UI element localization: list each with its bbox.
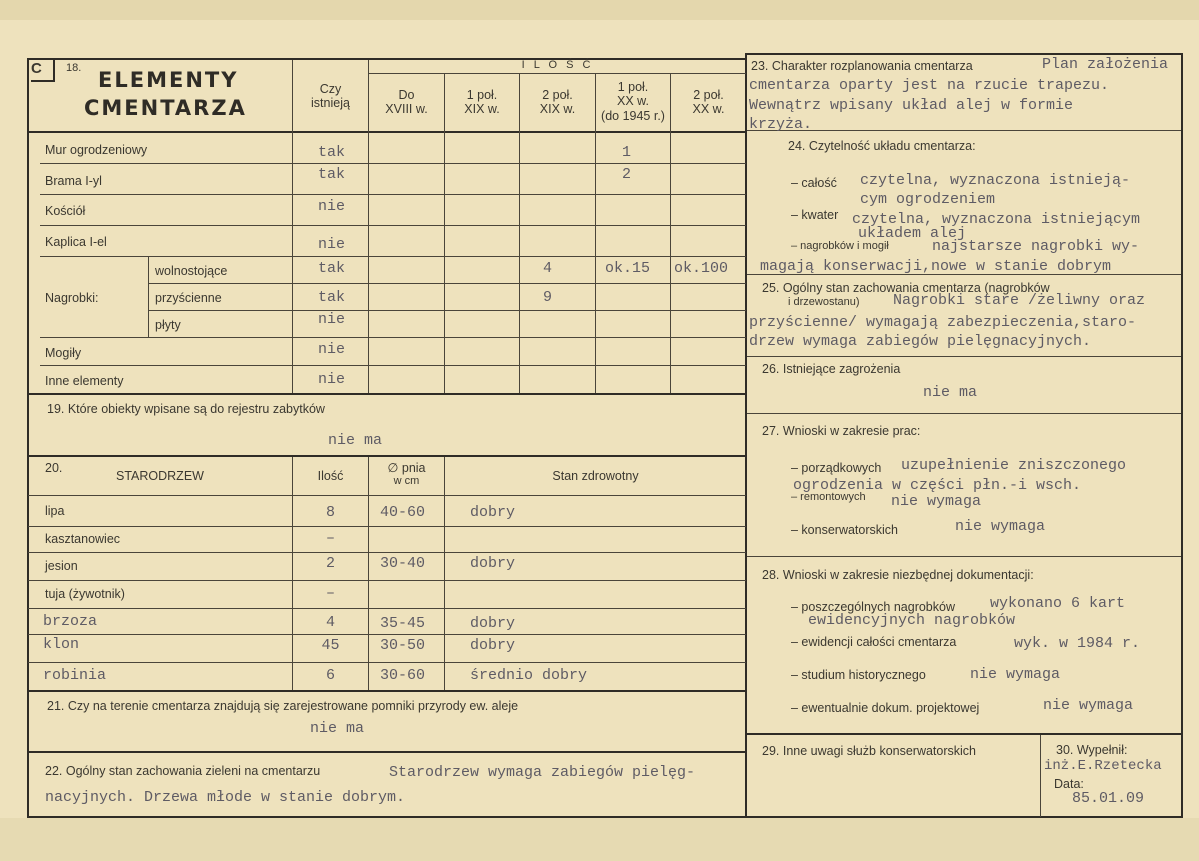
element-exists: tak (318, 289, 346, 306)
s30-name: inż.E.Rzetecka (1044, 758, 1162, 774)
element-qty: 1 (622, 144, 632, 161)
tree-name: robinia (43, 667, 107, 684)
grid-line (28, 690, 746, 692)
s22-value: nacyjnych. Drzewa młode w stanie dobrym. (45, 789, 406, 806)
element-label: płyty (155, 318, 181, 332)
s19-label: 19. Które obiekty wpisane są do rejestru zabytków (47, 402, 325, 416)
tree-diam: 40-60 (380, 504, 426, 521)
section-number: 18. (66, 62, 82, 74)
s28-ew-value: wyk. w 1984 r. (1014, 635, 1141, 652)
grid-line (1040, 735, 1041, 817)
s25-value: Nagrobki stare /żeliwny oraz (893, 292, 1146, 309)
s21-label: 21. Czy na terenie cmentarza znajdują się zarejestrowane pomniki przyrody ew. aleje (47, 699, 519, 713)
col-header-ilosc: I L O Ś Ć (521, 59, 594, 71)
tree-diam: 35-45 (380, 615, 426, 632)
element-exists: nie (318, 198, 346, 215)
s23-value: krzyża. (749, 116, 813, 133)
s26-value: nie ma (923, 384, 978, 401)
col-header-text: Do (398, 88, 415, 102)
border-line (28, 816, 1183, 818)
col-header-text: 2 poł. (542, 88, 573, 102)
element-qty: 4 (543, 260, 553, 277)
section-letter: C (31, 60, 55, 82)
element-exists: nie (318, 236, 346, 253)
s24-calosc-value: cym ogrodzeniem (860, 191, 996, 208)
s28-pos-value: ewidencyjnych nagrobków (808, 612, 1016, 629)
grid-line (28, 634, 746, 635)
s30-date-label: Data: (1054, 777, 1084, 791)
s20-col-state: Stan zdrowotny (552, 469, 639, 483)
card-bottom-edge (0, 818, 1199, 861)
grid-line (40, 365, 746, 366)
element-qty: 9 (543, 289, 553, 306)
grid-line (40, 163, 746, 164)
grid-line (148, 283, 746, 284)
grid-line (747, 130, 1181, 131)
s27-porz-label: – porządkowych (791, 461, 882, 475)
col-header-text: (do 1945 r.) (601, 108, 665, 123)
tree-qty: 4 (325, 614, 335, 631)
col-header-exists (293, 82, 368, 111)
element-label: Mogiły (45, 346, 82, 360)
s27-label: 27. Wnioski w zakresie prac: (762, 424, 921, 438)
col-header-period-2 (445, 88, 519, 117)
col-header-text: 1 poł. (617, 80, 649, 94)
s27-porz-value: ogrodzenia w części płn.-i wsch. (793, 477, 1082, 494)
tree-qty: 45 (321, 637, 340, 654)
s20-col-diam (369, 461, 444, 488)
s20-title: STARODRZEW (116, 469, 204, 483)
s28-pos-value: wykonano 6 kart (990, 595, 1126, 612)
tree-qty: – (325, 585, 335, 602)
grid-line (368, 73, 746, 74)
grid-line (444, 457, 445, 691)
grid-line (28, 662, 746, 663)
grid-line (148, 256, 149, 337)
s25-value: przyścienne/ wymagają zabezpieczenia,staro- (749, 314, 1137, 331)
tree-qty: 6 (325, 667, 335, 684)
grid-line (28, 495, 746, 496)
s23-label: 23. Charakter rozplanowania cmentarza (751, 59, 973, 73)
col-header-period-1 (369, 88, 444, 117)
s27-rem-label: – remontowych (791, 491, 866, 503)
element-exists: tak (318, 144, 346, 161)
grid-line (747, 733, 1181, 735)
s25-value: drzew wymaga zabiegów pielęgnacyjnych. (749, 333, 1092, 350)
s30-date: 85.01.09 (1072, 790, 1145, 807)
s22-value: Starodrzew wymaga zabiegów pielęg- (389, 764, 696, 781)
s24-nagrobkow-label: – nagrobków i mogił (791, 240, 889, 252)
tree-qty: 8 (325, 504, 335, 521)
grid-line (28, 455, 746, 457)
s23-value: cmentarza oparty jest na rzucie trapezu. (749, 77, 1110, 94)
grid-line (444, 73, 445, 394)
col-header-text: ∅ pnia (387, 461, 426, 475)
element-exists: tak (318, 260, 346, 277)
s28-stud-label: – studium historycznego (791, 668, 926, 682)
tree-state: dobry (470, 615, 516, 632)
s27-kons-value: nie wymaga (955, 518, 1046, 535)
s28-proj-label: – ewentualnie dokum. projektowej (791, 701, 980, 715)
tree-state: dobry (470, 637, 516, 654)
s20-number: 20. (45, 461, 63, 475)
element-qty: ok.100 (674, 260, 729, 277)
tree-state: średnio dobry (470, 667, 588, 684)
grid-line (28, 580, 746, 581)
col-header-text: XX w. (692, 102, 725, 117)
grid-line (28, 526, 746, 527)
s24-kwater-value: czytelna, wyznaczona istniejącym (852, 211, 1141, 228)
grid-line (28, 552, 746, 553)
grid-line (292, 457, 293, 691)
s25-label: i drzewostanu) (788, 296, 860, 308)
s30-label: 30. Wypełnił: (1056, 743, 1128, 757)
s27-rem-value: nie wymaga (891, 493, 982, 510)
col-header-text: istnieją (311, 96, 350, 111)
s22-label: 22. Ogólny stan zachowania zieleni na cmentarzu (45, 764, 321, 778)
col-header-text: 1 poł. (466, 88, 498, 102)
s28-ew-label: – ewidencji całości cmentarza (791, 635, 957, 649)
col-header-text: XIX w. (539, 102, 576, 117)
tree-diam: 30-60 (380, 667, 426, 684)
border-line (745, 53, 1183, 55)
s27-kons-label: – konserwatorskich (791, 523, 898, 537)
s28-proj-value: nie wymaga (1043, 697, 1134, 714)
border-line (1181, 53, 1183, 818)
grid-line (28, 608, 746, 609)
tree-name: brzoza (43, 613, 98, 630)
s28-pos-label: – poszczególnych nagrobków (791, 600, 955, 614)
col-header-text: XIX w. (464, 102, 500, 117)
s26-label: 26. Istniejące zagrożenia (762, 362, 901, 376)
border-line (27, 58, 29, 818)
border-line (745, 53, 747, 818)
tree-state: dobry (470, 555, 516, 572)
grid-line (670, 73, 671, 394)
s24-kwater-label: – kwater (791, 208, 839, 222)
element-qty: ok.15 (605, 260, 651, 277)
tree-qty: 2 (325, 555, 335, 572)
s19-value: nie ma (328, 432, 383, 449)
element-label: przyścienne (155, 291, 222, 305)
tree-name: tuja (żywotnik) (45, 587, 125, 601)
s23-value: Plan założenia (1042, 56, 1169, 73)
s25-label: 25. Ogólny stan zachowania cmentarza (nagrobków (762, 281, 1050, 295)
grid-line (40, 337, 746, 338)
section-title-line2: CMENTARZA (84, 96, 247, 120)
grid-line (747, 556, 1181, 557)
grid-line (148, 310, 746, 311)
tree-qty: – (325, 530, 335, 547)
tree-name: klon (43, 636, 80, 653)
col-header-period-4 (596, 80, 670, 123)
tree-name: kasztanowiec (45, 532, 121, 546)
col-header-text: XX w. (617, 94, 649, 109)
s28-stud-value: nie wymaga (970, 666, 1061, 683)
element-label: Kościół (45, 204, 86, 218)
grid-line (40, 194, 746, 195)
tree-state: dobry (470, 504, 516, 521)
tree-name: jesion (45, 559, 78, 573)
element-label: Inne elementy (45, 374, 124, 388)
element-exists: tak (318, 166, 346, 183)
element-label: Mur ogrodzeniowy (45, 143, 148, 157)
s24-nagrobkow-value: magają konserwacji,nowe w stanie dobrym (760, 258, 1112, 275)
grid-line (28, 751, 746, 753)
s24-calosc-label: – całość (791, 176, 837, 190)
element-exists: nie (318, 371, 346, 388)
tree-diam: 30-40 (380, 555, 426, 572)
col-header-text: 2 poł. (693, 88, 724, 102)
s24-label: 24. Czytelność układu cmentarza: (788, 139, 976, 153)
col-header-text: w cm (393, 475, 420, 488)
col-header-period-3 (520, 88, 595, 117)
s20-col-qty: Ilość (317, 469, 344, 483)
element-label: Brama I-yl (45, 174, 102, 188)
s27-porz-value: uzupełnienie zniszczonego (901, 457, 1127, 474)
col-header-period-5 (671, 88, 746, 117)
s24-kwater-value: układem alej (858, 225, 967, 242)
element-label: Kaplica I-el (45, 235, 107, 249)
nagrobki-label: Nagrobki: (45, 291, 99, 305)
grid-line (40, 256, 746, 257)
element-exists: nie (318, 311, 346, 328)
element-label: wolnostojące (155, 264, 228, 278)
grid-line (40, 225, 746, 226)
section-title-line1: ELEMENTY (98, 68, 239, 92)
s29-label: 29. Inne uwagi służb konserwatorskich (762, 744, 977, 758)
grid-line (747, 356, 1181, 357)
grid-line (28, 131, 746, 133)
tree-diam: 30-50 (380, 637, 426, 654)
element-exists: nie (318, 341, 346, 358)
grid-line (519, 73, 520, 394)
s24-nagrobkow-value: najstarsze nagrobki wy- (932, 238, 1140, 255)
s24-calosc-value: czytelna, wyznaczona istnieją- (860, 172, 1131, 189)
s21-value: nie ma (310, 720, 365, 737)
grid-line (747, 413, 1181, 414)
col-header-text: XVIII w. (385, 102, 428, 117)
s28-label: 28. Wnioski w zakresie niezbędnej dokumentacji: (762, 568, 1034, 582)
tree-name: lipa (45, 504, 65, 518)
s23-value: Wewnątrz wpisany układ alej w formie (749, 97, 1074, 114)
card-top-edge (0, 0, 1199, 20)
element-qty: 2 (622, 166, 632, 183)
grid-line (368, 457, 369, 691)
grid-line (28, 393, 746, 395)
col-header-text: Czy (319, 82, 342, 96)
